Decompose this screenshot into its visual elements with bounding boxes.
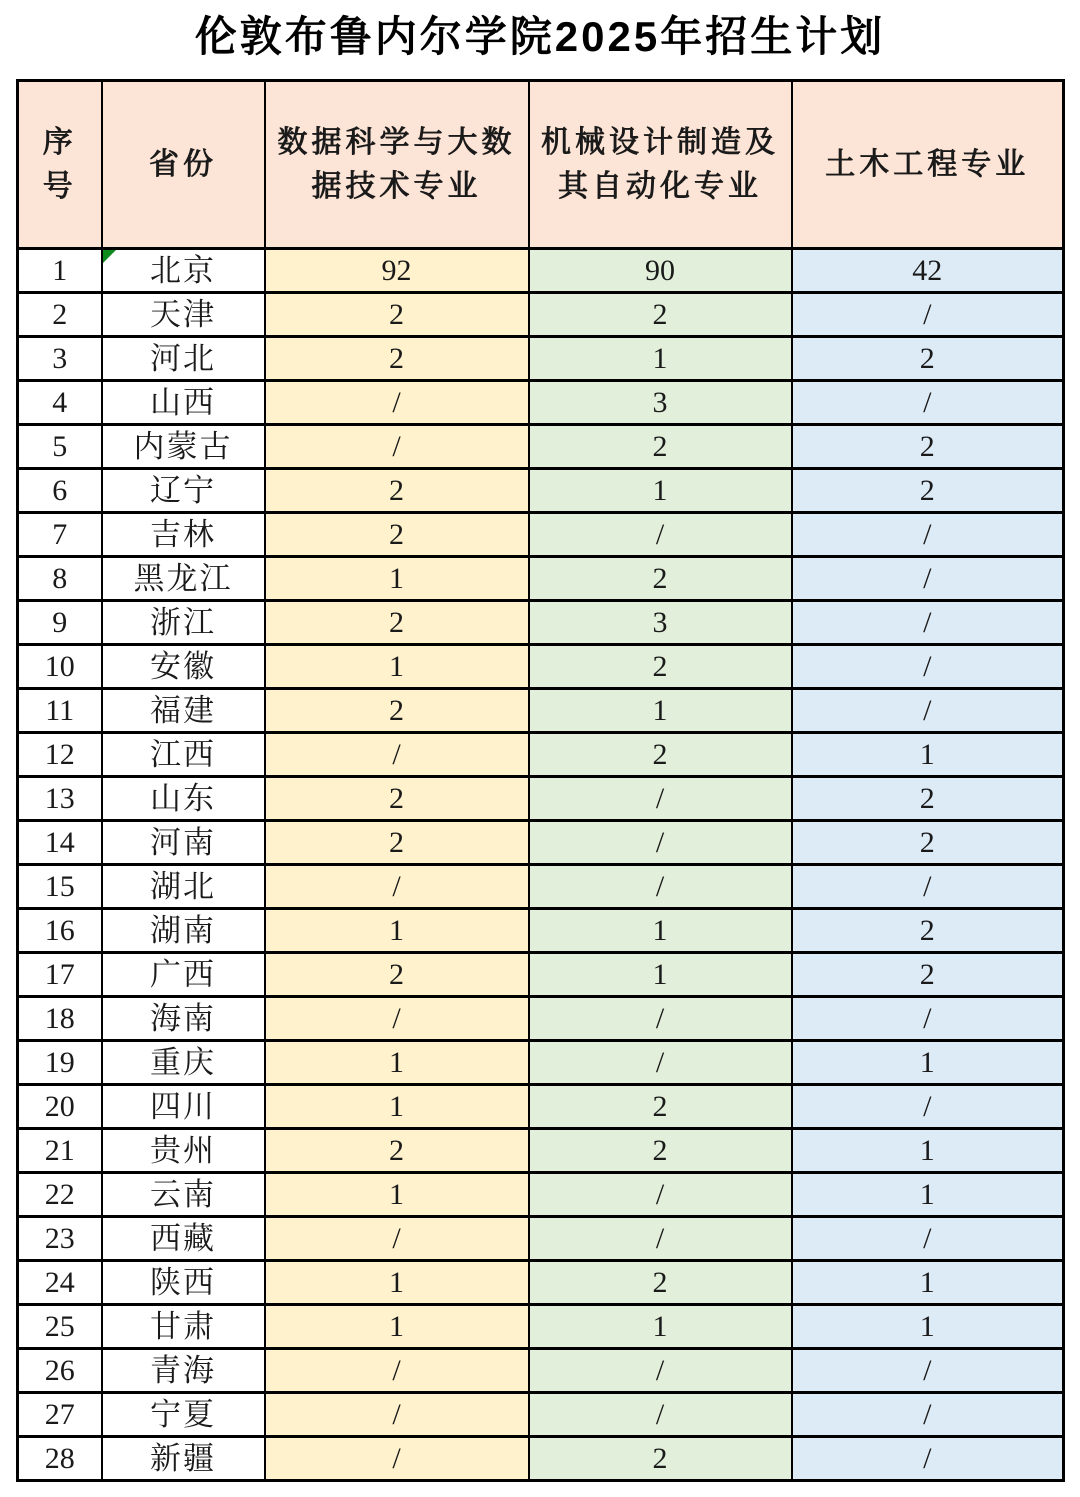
data-science-value-cell: 2 xyxy=(265,513,529,557)
mechanical-value-cell: 3 xyxy=(529,601,792,645)
enrollment-plan-table xyxy=(16,79,1065,1482)
data-science-value-cell: 2 xyxy=(265,821,529,865)
table-row xyxy=(18,997,1064,1041)
row-number-cell: 6 xyxy=(18,469,102,513)
mechanical-value-cell: / xyxy=(529,1217,792,1261)
table-row xyxy=(18,821,1064,865)
row-number-cell: 21 xyxy=(18,1129,102,1173)
province-cell: 甘肃 xyxy=(102,1305,265,1349)
mechanical-value-cell: 1 xyxy=(529,337,792,381)
civil-value-cell: / xyxy=(792,293,1064,337)
province-cell: 宁夏 xyxy=(102,1393,265,1437)
mechanical-value-cell: 2 xyxy=(529,557,792,601)
table-row xyxy=(18,1041,1064,1085)
civil-value-cell: 2 xyxy=(792,337,1064,381)
province-cell: 云南 xyxy=(102,1173,265,1217)
table-row xyxy=(18,1305,1064,1349)
row-number-cell: 3 xyxy=(18,337,102,381)
civil-value-cell: 2 xyxy=(792,469,1064,513)
data-science-value-cell: / xyxy=(265,997,529,1041)
mechanical-value-cell: 3 xyxy=(529,381,792,425)
province-cell: 新疆 xyxy=(102,1437,265,1481)
table-row xyxy=(18,777,1064,821)
civil-value-cell: 1 xyxy=(792,1261,1064,1305)
province-cell: 黑龙江 xyxy=(102,557,265,601)
data-science-value-cell: / xyxy=(265,381,529,425)
province-cell: 内蒙古 xyxy=(102,425,265,469)
mechanical-value-cell: / xyxy=(529,821,792,865)
data-science-value-cell: 2 xyxy=(265,601,529,645)
civil-value-cell: / xyxy=(792,645,1064,689)
table-row xyxy=(18,645,1064,689)
data-science-value-cell: 2 xyxy=(265,1129,529,1173)
column-header-no: 序号 xyxy=(18,81,102,249)
civil-value-cell: / xyxy=(792,513,1064,557)
mechanical-value-cell: / xyxy=(529,865,792,909)
table-row xyxy=(18,601,1064,645)
mechanical-value-cell: 1 xyxy=(529,469,792,513)
province-cell: 河南 xyxy=(102,821,265,865)
mechanical-value-cell: / xyxy=(529,1173,792,1217)
civil-value-cell: / xyxy=(792,689,1064,733)
cell-note-triangle-icon xyxy=(103,250,116,263)
table-row xyxy=(18,1173,1064,1217)
province-cell: 河北 xyxy=(102,337,265,381)
civil-value-cell: 2 xyxy=(792,953,1064,997)
mechanical-value-cell: 2 xyxy=(529,425,792,469)
data-science-value-cell: / xyxy=(265,865,529,909)
table-row xyxy=(18,469,1064,513)
table-row xyxy=(18,733,1064,777)
mechanical-value-cell: / xyxy=(529,777,792,821)
data-science-value-cell: 92 xyxy=(265,249,529,293)
row-number-cell: 13 xyxy=(18,777,102,821)
mechanical-value-cell: 2 xyxy=(529,1085,792,1129)
table-row xyxy=(18,1393,1064,1437)
civil-value-cell: 42 xyxy=(792,249,1064,293)
table-row xyxy=(18,249,1064,293)
mechanical-value-cell: 2 xyxy=(529,1261,792,1305)
province-cell: 海南 xyxy=(102,997,265,1041)
civil-value-cell: 1 xyxy=(792,1305,1064,1349)
row-number-cell: 2 xyxy=(18,293,102,337)
row-number-cell: 11 xyxy=(18,689,102,733)
civil-value-cell: 2 xyxy=(792,425,1064,469)
province-cell: 重庆 xyxy=(102,1041,265,1085)
mechanical-value-cell: 1 xyxy=(529,1305,792,1349)
row-number-cell: 7 xyxy=(18,513,102,557)
province-cell: 广西 xyxy=(102,953,265,997)
table-row xyxy=(18,865,1064,909)
row-number-cell: 4 xyxy=(18,381,102,425)
table-row xyxy=(18,1349,1064,1393)
data-science-value-cell: / xyxy=(265,425,529,469)
data-science-value-cell: / xyxy=(265,1217,529,1261)
province-cell: 四川 xyxy=(102,1085,265,1129)
province-cell: 吉林 xyxy=(102,513,265,557)
data-science-value-cell: 2 xyxy=(265,953,529,997)
row-number-cell: 1 xyxy=(18,249,102,293)
row-number-cell: 14 xyxy=(18,821,102,865)
table-row xyxy=(18,1129,1064,1173)
province-cell: 西藏 xyxy=(102,1217,265,1261)
province-cell: 江西 xyxy=(102,733,265,777)
mechanical-value-cell: 2 xyxy=(529,733,792,777)
province-cell: 辽宁 xyxy=(102,469,265,513)
row-number-cell: 26 xyxy=(18,1349,102,1393)
row-number-cell: 17 xyxy=(18,953,102,997)
data-science-value-cell: / xyxy=(265,733,529,777)
row-number-cell: 22 xyxy=(18,1173,102,1217)
data-science-value-cell: / xyxy=(265,1393,529,1437)
civil-value-cell: / xyxy=(792,557,1064,601)
province-cell: 陕西 xyxy=(102,1261,265,1305)
province-cell: 北京 xyxy=(102,249,265,293)
province-cell: 山东 xyxy=(102,777,265,821)
table-header-row xyxy=(18,81,1064,249)
column-header-data-science-major: 数据科学与大数据技术专业 xyxy=(265,81,529,249)
mechanical-value-cell: 1 xyxy=(529,909,792,953)
province-cell: 山西 xyxy=(102,381,265,425)
civil-value-cell: / xyxy=(792,1217,1064,1261)
mechanical-value-cell: 90 xyxy=(529,249,792,293)
mechanical-value-cell: / xyxy=(529,1041,792,1085)
mechanical-value-cell: / xyxy=(529,997,792,1041)
data-science-value-cell: 1 xyxy=(265,1261,529,1305)
row-number-cell: 23 xyxy=(18,1217,102,1261)
data-science-value-cell: 2 xyxy=(265,469,529,513)
civil-value-cell: 1 xyxy=(792,1173,1064,1217)
civil-value-cell: 2 xyxy=(792,909,1064,953)
civil-value-cell: 2 xyxy=(792,821,1064,865)
row-number-cell: 27 xyxy=(18,1393,102,1437)
province-cell: 青海 xyxy=(102,1349,265,1393)
mechanical-value-cell: 2 xyxy=(529,1129,792,1173)
province-cell: 湖北 xyxy=(102,865,265,909)
row-number-cell: 10 xyxy=(18,645,102,689)
table-body xyxy=(18,249,1064,1481)
data-science-value-cell: 1 xyxy=(265,1305,529,1349)
civil-value-cell: 1 xyxy=(792,1129,1064,1173)
mechanical-value-cell: 1 xyxy=(529,689,792,733)
province-cell: 浙江 xyxy=(102,601,265,645)
row-number-cell: 19 xyxy=(18,1041,102,1085)
row-number-cell: 9 xyxy=(18,601,102,645)
column-header-province: 省份 xyxy=(102,81,265,249)
mechanical-value-cell: / xyxy=(529,513,792,557)
table-row xyxy=(18,909,1064,953)
row-number-cell: 8 xyxy=(18,557,102,601)
table-row xyxy=(18,1437,1064,1481)
civil-value-cell: / xyxy=(792,865,1064,909)
civil-value-cell: 2 xyxy=(792,777,1064,821)
table-row xyxy=(18,293,1064,337)
mechanical-value-cell: 2 xyxy=(529,645,792,689)
table-row xyxy=(18,513,1064,557)
column-header-mechanical-major: 机械设计制造及其自动化专业 xyxy=(529,81,792,249)
table-row xyxy=(18,1261,1064,1305)
province-cell: 贵州 xyxy=(102,1129,265,1173)
row-number-cell: 16 xyxy=(18,909,102,953)
table-row xyxy=(18,425,1064,469)
row-number-cell: 20 xyxy=(18,1085,102,1129)
mechanical-value-cell: 2 xyxy=(529,293,792,337)
data-science-value-cell: 1 xyxy=(265,1173,529,1217)
province-cell: 安徽 xyxy=(102,645,265,689)
table-row xyxy=(18,1217,1064,1261)
table-row xyxy=(18,381,1064,425)
data-science-value-cell: 1 xyxy=(265,557,529,601)
civil-value-cell: / xyxy=(792,1085,1064,1129)
row-number-cell: 12 xyxy=(18,733,102,777)
province-cell: 湖南 xyxy=(102,909,265,953)
data-science-value-cell: 2 xyxy=(265,689,529,733)
data-science-value-cell: 1 xyxy=(265,1085,529,1129)
civil-value-cell: / xyxy=(792,997,1064,1041)
civil-value-cell: / xyxy=(792,381,1064,425)
mechanical-value-cell: / xyxy=(529,1393,792,1437)
mechanical-value-cell: 1 xyxy=(529,953,792,997)
table-row xyxy=(18,557,1064,601)
data-science-value-cell: 1 xyxy=(265,645,529,689)
row-number-cell: 15 xyxy=(18,865,102,909)
civil-value-cell: / xyxy=(792,1349,1064,1393)
data-science-value-cell: 2 xyxy=(265,337,529,381)
mechanical-value-cell: / xyxy=(529,1349,792,1393)
table-row xyxy=(18,337,1064,381)
province-cell: 福建 xyxy=(102,689,265,733)
table-row xyxy=(18,1085,1064,1129)
row-number-cell: 25 xyxy=(18,1305,102,1349)
data-science-value-cell: 2 xyxy=(265,293,529,337)
row-number-cell: 5 xyxy=(18,425,102,469)
row-number-cell: 24 xyxy=(18,1261,102,1305)
table-row xyxy=(18,953,1064,997)
data-science-value-cell: / xyxy=(265,1437,529,1481)
civil-value-cell: / xyxy=(792,1393,1064,1437)
mechanical-value-cell: 2 xyxy=(529,1437,792,1481)
data-science-value-cell: / xyxy=(265,1349,529,1393)
column-header-civil-engineering-major: 土木工程专业 xyxy=(792,81,1064,249)
data-science-value-cell: 1 xyxy=(265,909,529,953)
civil-value-cell: 1 xyxy=(792,733,1064,777)
civil-value-cell: 1 xyxy=(792,1041,1064,1085)
data-science-value-cell: 2 xyxy=(265,777,529,821)
province-cell: 天津 xyxy=(102,293,265,337)
row-number-cell: 18 xyxy=(18,997,102,1041)
data-science-value-cell: 1 xyxy=(265,1041,529,1085)
civil-value-cell: / xyxy=(792,601,1064,645)
row-number-cell: 28 xyxy=(18,1437,102,1481)
civil-value-cell: / xyxy=(792,1437,1064,1481)
table-row xyxy=(18,689,1064,733)
page-title: 伦敦布鲁内尔学院2025年招生计划 xyxy=(194,13,886,60)
